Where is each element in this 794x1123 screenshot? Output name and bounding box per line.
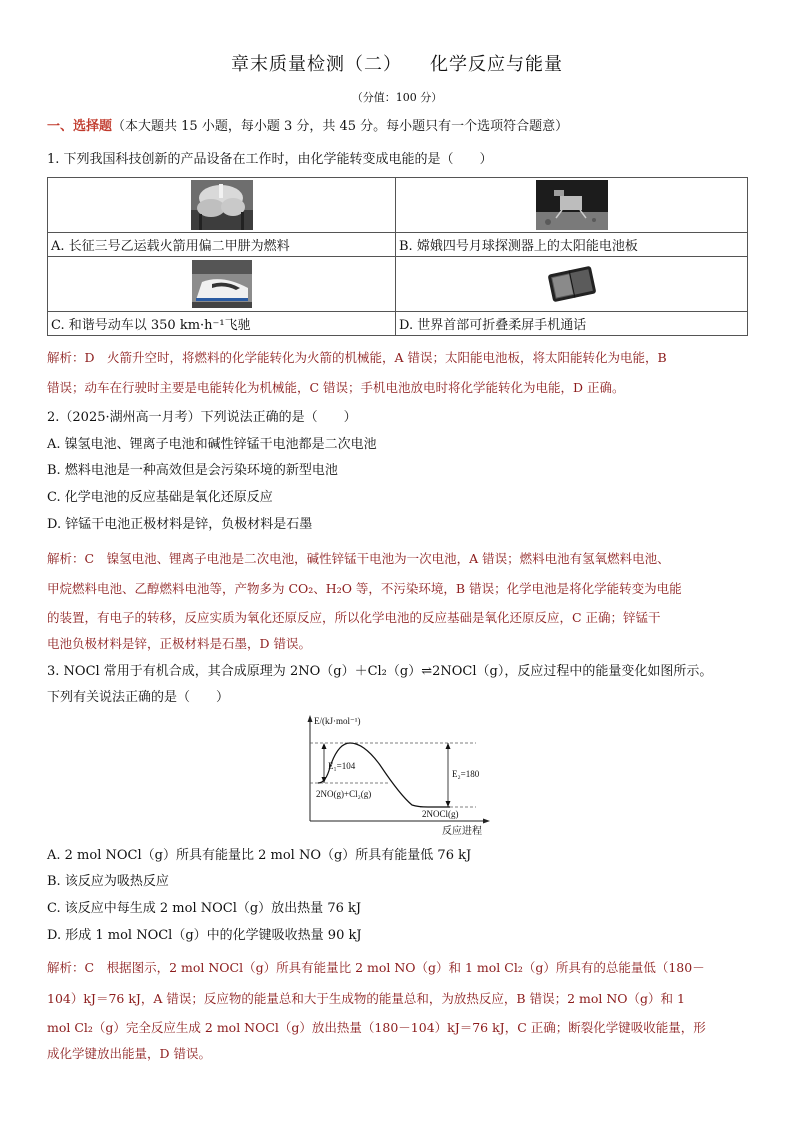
section-heading xyxy=(47,117,568,137)
q1-image-cell-c xyxy=(48,257,396,312)
page-title xyxy=(0,50,794,76)
y-axis-label: E/(kJ·mol⁻¹) xyxy=(314,716,361,726)
q2-option-d: D. 锌锰干电池正极材料是锌，负极材料是石墨 xyxy=(47,517,313,532)
q2-answer-line-1: 解析：C 镍氢电池、锂离子电池是二次电池，碱性锌锰干电池为一次电池，A 错误；燃料电池有氢氧燃料电池、 xyxy=(47,551,670,566)
reactants-label: 2NO(g)+Cl₂(g) xyxy=(316,789,372,799)
score-note: （分值：100 分） xyxy=(351,91,443,104)
q1-image-cell-a xyxy=(48,178,396,233)
q3-answer-line-2: 104）kJ＝76 kJ，A 错误；反应物的能量总和大于生成物的能量总和，为放热反应，B 错误；2 mol NO（g）和 1 xyxy=(47,991,685,1006)
q2-answer-line-4: 电池负极材料是锌，正极材料是石墨，D 错误。 xyxy=(47,636,311,651)
q2-answer-line-3: 的装置，有电子的转移，反应实质为氧化还原反应，所以化学电池的反应基础是氧化还原反应，C 正确；锌锰干 xyxy=(47,610,661,625)
q3-option-b: B. 该反应为吸热反应 xyxy=(47,874,169,889)
q3-option-d: D. 形成 1 mol NOCl（g）中的化学键吸收热量 90 kJ xyxy=(47,928,362,943)
section-label: 一、选择题 xyxy=(47,119,113,134)
q3-answer-line-4: 成化学键放出能量，D 错误。 xyxy=(47,1046,211,1061)
q3-answer-line-1: 解析：C 根据图示，2 mol NOCl（g）所具有能量比 2 mol NO（g）和 1 mol Cl₂（g）所具有的总能量低（180－ xyxy=(47,960,705,975)
option-d: D. 世界首部可折叠柔屏手机通话 xyxy=(396,312,748,336)
rocket-launch-image xyxy=(191,180,253,230)
e1-label: E₁=104 xyxy=(328,761,356,771)
lunar-probe-image xyxy=(536,180,608,230)
option-c: C. 和谐号动车以 350 km·h⁻¹飞驰 xyxy=(48,312,396,336)
x-axis-label: 反应进程 xyxy=(442,826,482,837)
q1-stem: 1. 下列我国科技创新的产品设备在工作时，由化学能转变成电能的是（ ） xyxy=(47,152,493,167)
q3-option-c: C. 该反应中每生成 2 mol NOCl（g）放出热量 76 kJ xyxy=(47,901,362,916)
q3-option-a: A. 2 mol NOCl（g）所具有能量比 2 mol NO（g）所具有能量低 76 kJ xyxy=(47,848,472,863)
product-label: 2NOCl(g) xyxy=(422,809,459,819)
title-topic: 化学反应与能量 xyxy=(430,54,563,75)
option-a: A. 长征三号乙运载火箭用偏二甲肼为燃料 xyxy=(48,233,396,257)
q2-answer-line-2: 甲烷燃料电池、乙醇燃料电池等，产物多为 CO₂、H₂O 等，不污染环境，B 错误；化学电池是将化学能转变为电能 xyxy=(47,581,682,596)
energy-diagram xyxy=(300,713,500,839)
q1-options-table xyxy=(47,177,748,336)
q2-option-c: C. 化学电池的反应基础是氧化还原反应 xyxy=(47,490,273,505)
q1-answer-line-1: 解析：D 火箭升空时，将燃料的化学能转化为火箭的机械能，A 错误；太阳能电池板，将太阳能转化为电能，B xyxy=(47,350,667,365)
section-desc: （本大题共 15 小题，每小题 3 分，共 45 分。每小题只有一个选项符合题意） xyxy=(112,119,569,134)
x-axis-arrow xyxy=(483,819,490,824)
q3-stem-line-1: 3. NOCl 常用于有机合成，其合成原理为 2NO（g）＋Cl₂（g）⇌2NOCl（g），反应过程中的能量变化如图所示。 xyxy=(47,664,713,679)
q3-stem-line-2: 下列有关说法正确的是（ ） xyxy=(47,690,230,705)
q1-answer-line-2: 错误；动车在行驶时主要是电能转化为机械能，C 错误；手机电池放电时将化学能转化为电能，D 正确。 xyxy=(47,380,625,395)
q1-image-cell-d xyxy=(396,257,748,312)
foldable-phone-image xyxy=(544,262,600,306)
q2-option-a: A. 镍氢电池、锂离子电池和碱性锌锰干电池都是二次电池 xyxy=(47,437,377,452)
bullet-train-image xyxy=(192,260,252,308)
q1-image-cell-b xyxy=(396,178,748,233)
title-chapter: 章末质量检测（二） xyxy=(231,54,402,75)
e2-label: E₂=180 xyxy=(452,769,480,779)
y-axis-arrow xyxy=(308,715,313,722)
q2-option-b: B. 燃料电池是一种高效但是会污染环境的新型电池 xyxy=(47,463,338,478)
option-b: B. 嫦娥四号月球探测器上的太阳能电池板 xyxy=(396,233,748,257)
q2-stem: 2.（2025·湖州高一月考）下列说法正确的是（ ） xyxy=(47,410,357,425)
q3-answer-line-3: mol Cl₂（g）完全反应生成 2 mol NOCl（g）放出热量（180－104）kJ＝76 kJ，C 正确；断裂化学键吸收能量，形 xyxy=(47,1020,706,1035)
